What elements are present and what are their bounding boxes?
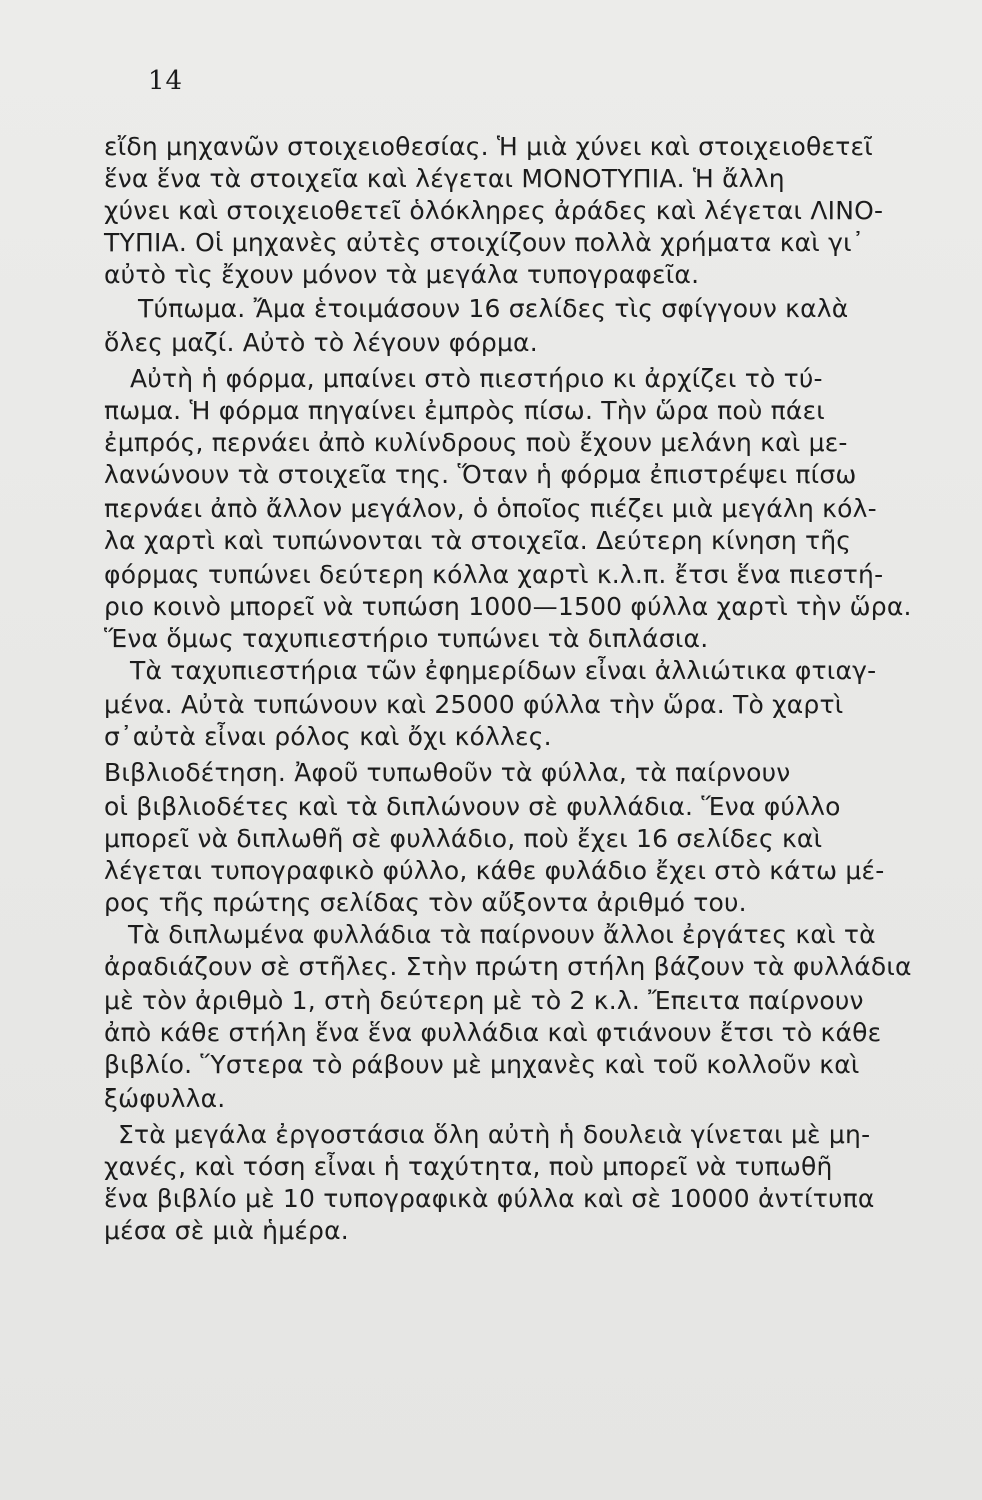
text-line: λέγεται τυπογραφικὸ φύλλο, κάθε φυλάδιο ἔχει στὸ κάτω μέ- [104, 856, 885, 885]
text-line: αὐτὸ τὶς ἔχουν μόνον τὰ μεγάλα τυπογραφεῖα. [104, 260, 700, 289]
text-line: λα χαρτὶ καὶ τυπώνονται τὰ στοιχεῖα. Δεύτερη κίνηση τῆς [104, 526, 852, 555]
text-line: ΤΥΠΙΑ. Οἱ μηχανὲς αὐτὲς στοιχίζουν πολλὰ χρήματα καὶ γι᾽ [104, 228, 865, 257]
text-line: Αὐτὴ ἡ φόρμα, μπαίνει στὸ πιεστήριο κι ἀρχίζει τὸ τύ- [130, 364, 823, 393]
text-line: περνάει ἀπὸ ἄλλον μεγάλον, ὁ ὁποῖος πιέζει μιὰ μεγάλη κόλ- [104, 494, 877, 523]
text-line: εἴδη μηχανῶν στοιχειοθεσίας. Ἡ μιὰ χύνει καὶ στοιχειοθετεῖ [104, 132, 873, 161]
text-line: Τὰ διπλωμένα φυλλάδια τὰ παίρνουν ἄλλοι ἐργάτες καὶ τὰ [128, 920, 876, 949]
text-line: ξώφυλλα. [104, 1084, 226, 1113]
text-line: Τύπωμα. Ἄμα ἑτοιμάσουν 16 σελίδες τὶς σφίγγουν καλὰ [138, 294, 849, 323]
text-line: ριο κοινὸ μπορεῖ νὰ τυπώση 1000—1500 φύλλα χαρτὶ τὴν ὥρα. [104, 592, 912, 621]
text-line: οἱ βιβλιοδέτες καὶ τὰ διπλώνουν σὲ φυλλάδια. Ἕνα φύλλο [104, 792, 841, 821]
text-line: λανώνουν τὰ στοιχεῖα της. Ὅταν ἡ φόρμα ἐπιστρέψει πίσω [104, 460, 857, 489]
text-line: μένα. Αὐτὰ τυπώνουν καὶ 25000 φύλλα τὴν ὥρα. Τὸ χαρτὶ [104, 690, 844, 719]
text-line: φόρμας τυπώνει δεύτερη κόλλα χαρτὶ κ.λ.π. ἔτσι ἕνα πιεστή- [104, 560, 884, 589]
text-line: ἕνα βιβλίο μὲ 10 τυπογραφικὰ φύλλα καὶ σὲ 10000 ἀντίτυπα [104, 1184, 875, 1213]
text-line: Ἕνα ὅμως ταχυπιεστήριο τυπώνει τὰ διπλάσια. [104, 624, 709, 653]
text-line: ἕνα ἕνα τὰ στοιχεῖα καὶ λέγεται ΜΟΝΟΤΥΠΙΑ. Ἡ ἄλλη [104, 164, 785, 193]
text-line: ἐμπρός, περνάει ἀπὸ κυλίνδρους ποὺ ἔχουν μελάνη καὶ με- [104, 428, 848, 457]
text-line: Βιβλιοδέτηση. Ἀφοῦ τυπωθοῦν τὰ φύλλα, τὰ παίρνουν [104, 758, 791, 787]
text-line: πωμα. Ἡ φόρμα πηγαίνει ἐμπρὸς πίσω. Τὴν ὥρα ποὺ πάει [104, 396, 825, 425]
text-line: χύνει καὶ στοιχειοθετεῖ ὁλόκληρες ἀράδες καὶ λέγεται ΛΙΝΟ- [104, 196, 884, 225]
text-line: χανές, καὶ τόση εἶναι ἡ ταχύτητα, ποὺ μπορεῖ νὰ τυπωθῆ [104, 1152, 833, 1181]
page-number: 14 [148, 66, 184, 96]
text-line: ἀραδιάζουν σὲ στῆλες. Στὴν πρώτη στήλη βάζουν τὰ φυλλάδια [104, 952, 912, 981]
text-line: ὅλες μαζί. Αὐτὸ τὸ λέγουν φόρμα. [104, 328, 538, 357]
text-line: ἀπὸ κάθε στήλη ἕνα ἕνα φυλλάδια καὶ φτιάνουν ἔτσι τὸ κάθε [104, 1018, 882, 1047]
text-line: σ᾽αὐτὰ εἶναι ρόλος καὶ ὄχι κόλλες. [104, 722, 552, 751]
text-line: μὲ τὸν ἀριθμὸ 1, στὴ δεύτερη μὲ τὸ 2 κ.λ. Ἔπειτα παίρνουν [104, 986, 864, 1015]
text-line: ρος τῆς πρώτης σελίδας τὸν αὔξοντα ἀριθμό του. [104, 888, 747, 917]
text-line: μπορεῖ νὰ διπλωθῆ σὲ φυλλάδιο, ποὺ ἔχει 16 σελίδες καὶ [104, 824, 823, 853]
text-line: Τὰ ταχυπιεστήρια τῶν ἐφημερίδων εἶναι ἀλλιώτικα φτιαγ- [130, 656, 877, 685]
text-line: Στὰ μεγάλα ἐργοστάσια ὅλη αὐτὴ ἡ δουλειὰ γίνεται μὲ μη- [118, 1120, 871, 1149]
text-line: μέσα σὲ μιὰ ἡμέρα. [104, 1216, 349, 1245]
text-line: βιβλίο. Ὕστερα τὸ ράβουν μὲ μηχανὲς καὶ τοῦ κολλοῦν καὶ [104, 1050, 860, 1079]
